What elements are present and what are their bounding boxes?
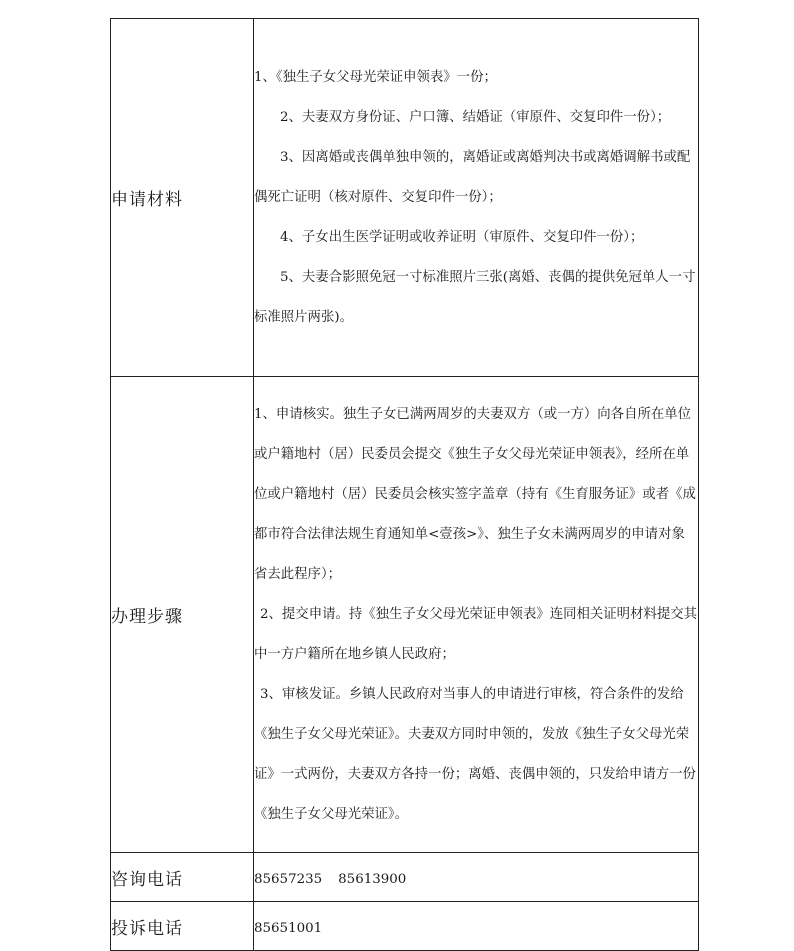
complain-row <box>111 902 699 951</box>
steps-content <box>254 377 699 853</box>
materials-content <box>254 19 699 377</box>
steps-row <box>111 377 699 853</box>
consult-phone-2: 85613900 <box>338 872 407 887</box>
steps-item-1: 1、申请核实。独生子女已满两周岁的夫妻双方（或一方）向各自所在单位或户籍地村（居）民委员会提交《独生子女父母光荣证申领表》，经所在单位或户籍地村（居）民委员会核实签字盖章（持有《生育服务证》或者《成都市符合法律法规生育通知单<壹孩>》、独生子女未满两周岁的申请对象省去此程序）； <box>254 406 696 582</box>
complain-phones <box>254 902 699 951</box>
consult-phones <box>254 853 699 902</box>
complain-label: 投诉电话 <box>111 902 254 951</box>
steps-item-2: 2、提交申请。持《独生子女父母光荣证申领表》连同相关证明材料提交其中一方户籍所在地乡镇人民政府； <box>254 606 698 662</box>
materials-label: 申请材料 <box>111 19 254 377</box>
complain-phone-1: 85651001 <box>254 921 323 936</box>
materials-item-5: 5、夫妻合影照免冠一寸标准照片三张(离婚、丧偶的提供免冠单人一寸标准照片两张)。 <box>254 269 696 325</box>
materials-item-1: 1、《独生子女父母光荣证申领表》一份； <box>254 69 497 85</box>
consult-row <box>111 853 699 902</box>
service-info-table <box>110 18 699 951</box>
consult-phone-1: 85657235 <box>254 872 323 887</box>
materials-row <box>111 19 699 377</box>
materials-item-3: 3、因离婚或丧偶单独申领的，离婚证或离婚判决书或离婚调解书或配偶死亡证明（核对原件、交复印件一份）； <box>254 149 691 205</box>
materials-item-4: 4、子女出生医学证明或收养证明（审原件、交复印件一份）； <box>280 229 644 245</box>
steps-label: 办理步骤 <box>111 377 254 853</box>
consult-label: 咨询电话 <box>111 853 254 902</box>
materials-item-2: 2、夫妻双方身份证、户口簿、结婚证（审原件、交复印件一份）； <box>280 109 671 125</box>
steps-item-3: 3、审核发证。乡镇人民政府对当事人的申请进行审核，符合条件的发给《独生子女父母光荣证》。夫妻双方同时申领的，发放《独生子女父母光荣证》一式两份，夫妻双方各持一份；离婚、丧偶申领的，只发给申请方一份《独生子女父母光荣证》。 <box>254 686 696 822</box>
